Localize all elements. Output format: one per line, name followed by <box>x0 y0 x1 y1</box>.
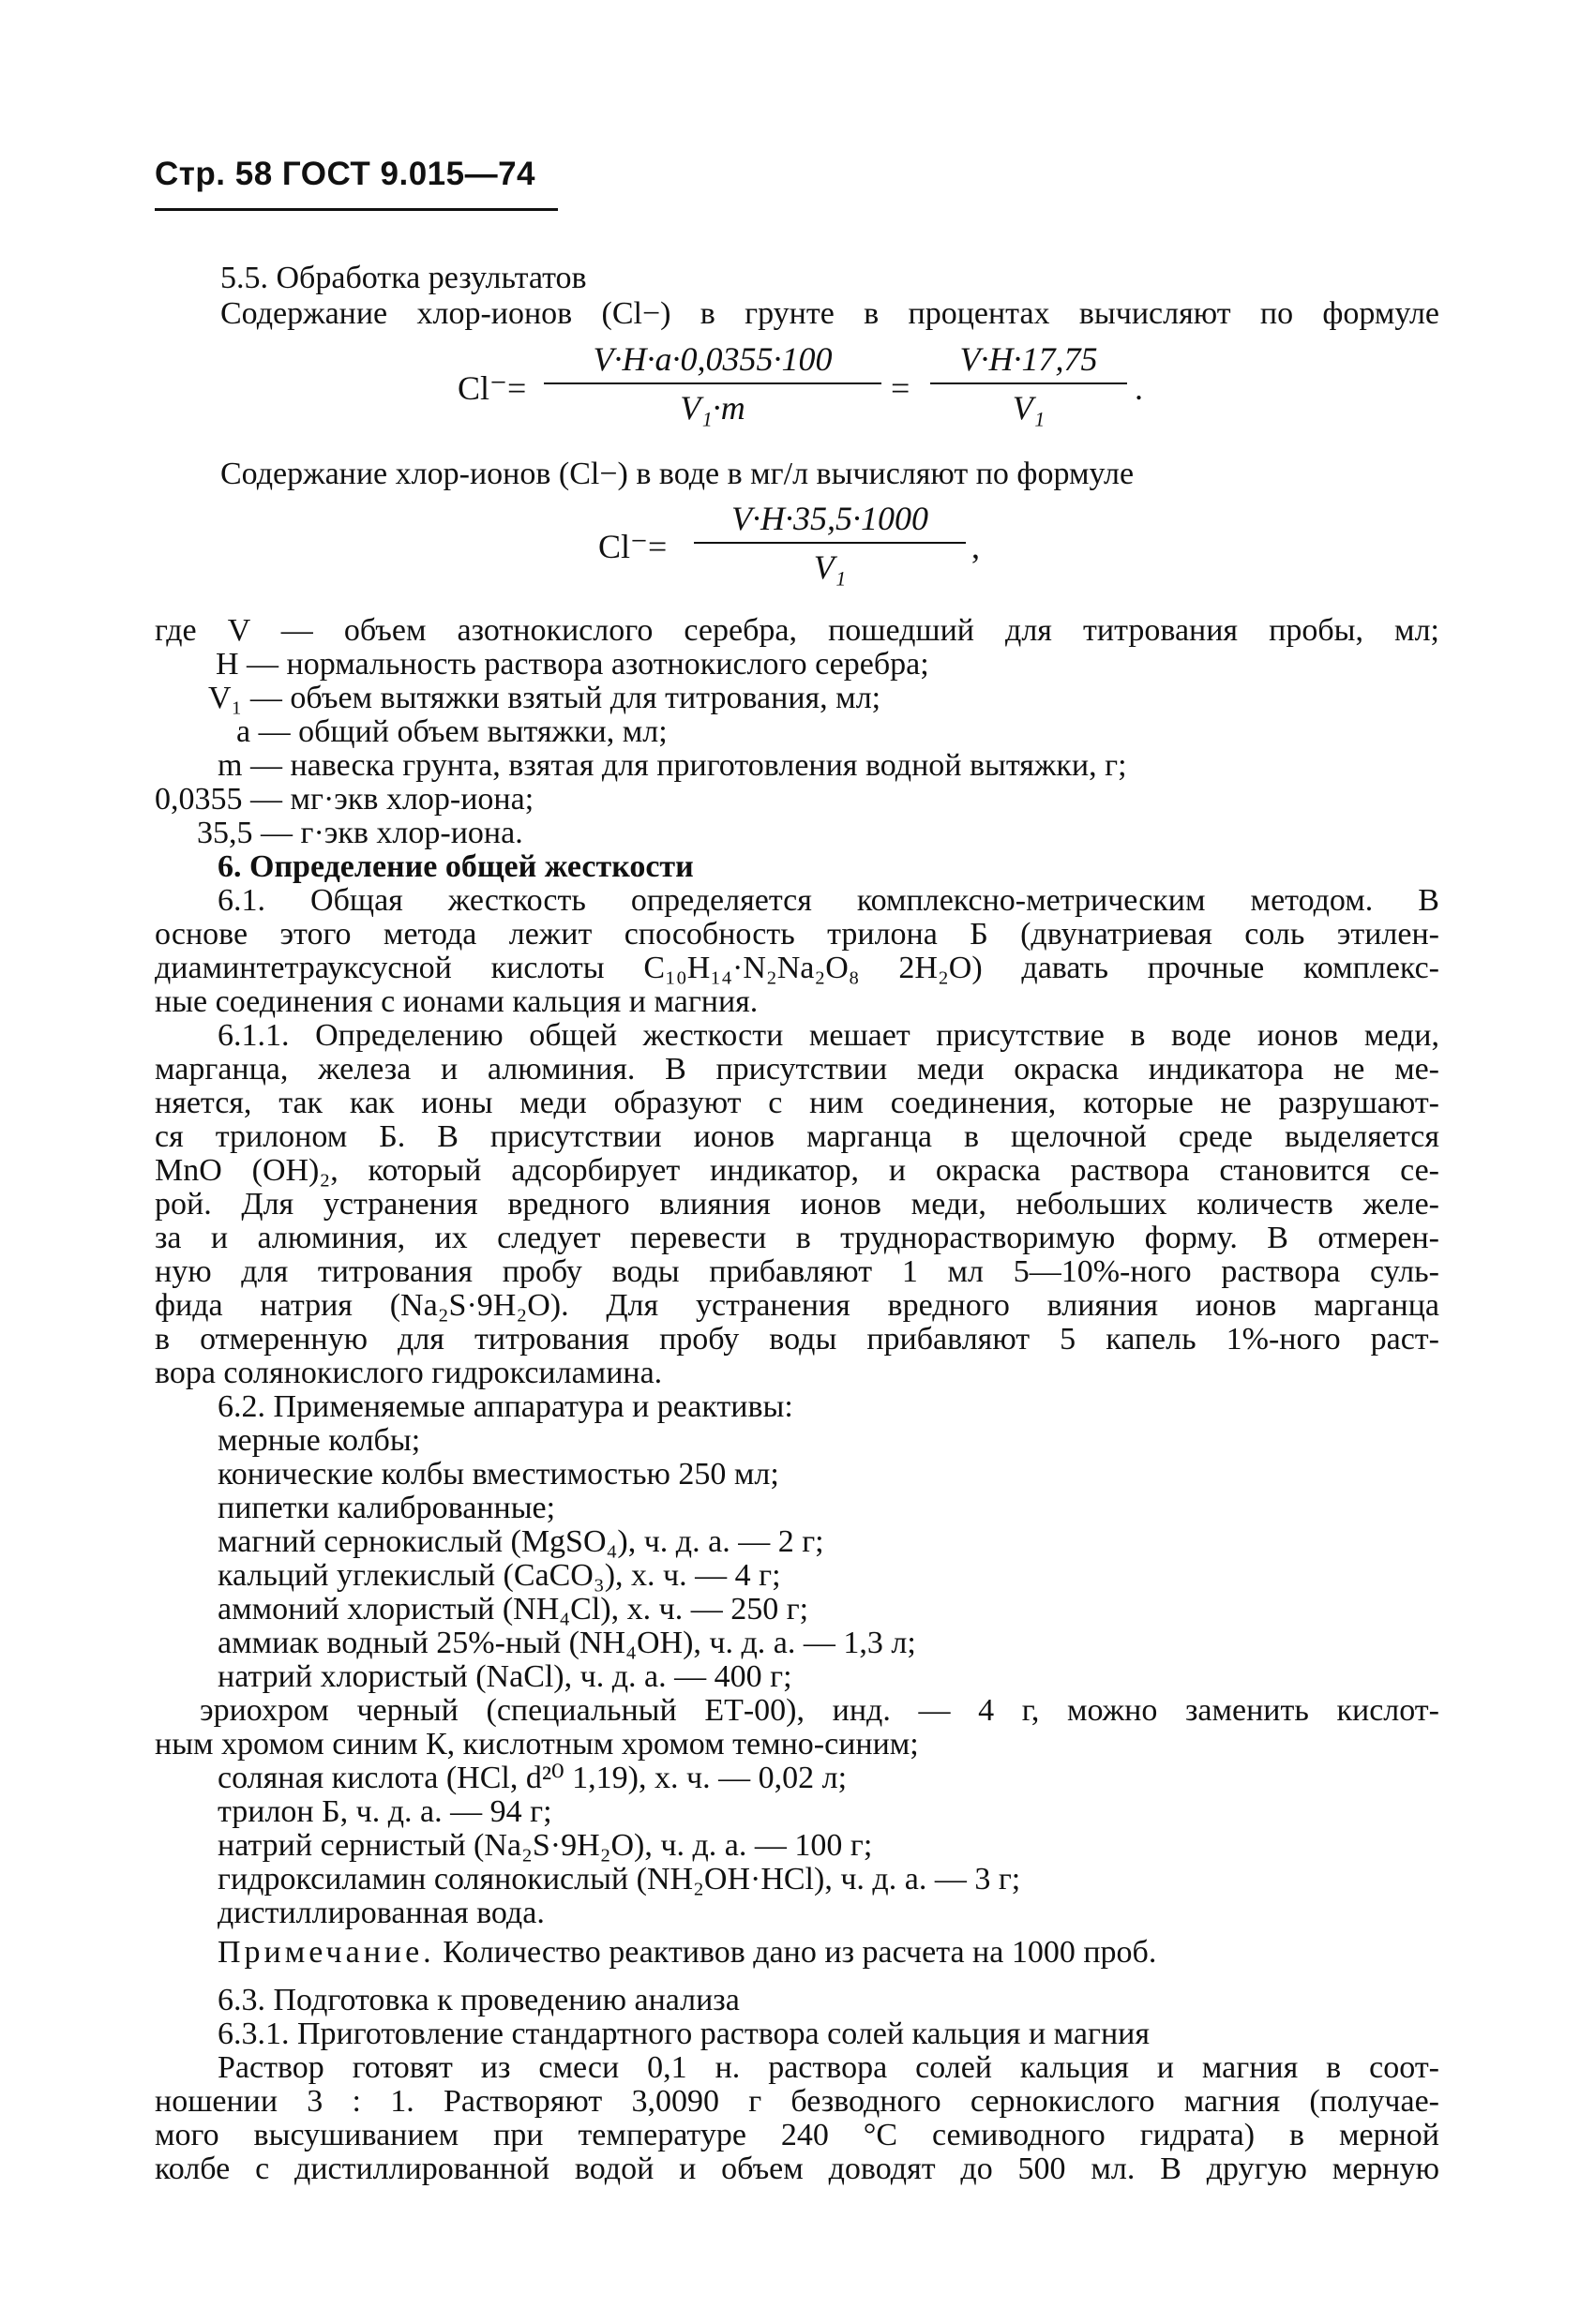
formula2-bar <box>694 542 966 544</box>
reagent-item: дистиллированная вода. <box>218 1896 545 1930</box>
p631-text-line-2: ношении 3 : 1. Растворяют 3,0090 г безводного сернокислого магния (получае- <box>155 2084 1439 2119</box>
p611-line-3: няется, так как ионы меди образуют с ним соединения, которые не разрушают- <box>155 1086 1439 1120</box>
definition-v: где V — объем азотнокислого серебра, пошедший для титрования пробы, мл; <box>155 613 1439 648</box>
reagent-item: конические колбы вместимостью 250 мл; <box>218 1457 779 1492</box>
p61-line-3: диаминтетрауксусной кислоты C₁₀H₁₄·N₂Na₂O₈ 2H₂O) давать прочные комплекс- <box>155 951 1439 985</box>
reagent-item: натрий сернистый (Na₂S·9H₂O), ч. д. а. — 100 г; <box>218 1828 873 1863</box>
formula1-eq: = <box>891 369 910 407</box>
reagent-item: гидроксиламин солянокислый (NH₂OH·HCl), ч. д. а. — 3 г; <box>218 1862 1021 1897</box>
p631-text-line-4: колбе с дистиллированной водой и объем доводят до 500 мл. В другую мерную <box>155 2152 1439 2186</box>
reagent-item: трилон Б, ч. д. а. — 94 г; <box>218 1794 552 1829</box>
section-6-heading: 6. Определение общей жесткости <box>218 849 694 884</box>
formula2-intro: Содержание хлор-ионов (Cl−) в воде в мг/л вычисляют по формуле <box>220 457 1135 491</box>
definition-h: H — нормальность раствора азотнокислого серебра; <box>216 647 929 682</box>
p611-line-6: рой. Для устранения вредного влияния ионов меди, небольших количеств желе- <box>155 1187 1439 1222</box>
reagent-item: натрий хлористый (NaCl), ч. д. а. — 400 г; <box>218 1659 792 1694</box>
formula1-num2: V·H·17,75 <box>959 340 1098 378</box>
p611-line-1: 6.1.1. Определению общей жесткости мешает присутствие в воде ионов меди, <box>218 1018 1439 1053</box>
reagent-item: соляная кислота (HCl, d²⁰ 1,19), х. ч. — 0,02 л; <box>218 1761 848 1795</box>
note-label: Примечание. <box>218 1935 435 1970</box>
p611-line-8: ную для титрования пробу воды прибавляют 1 мл 5—10%-ного раствора суль- <box>155 1254 1439 1289</box>
p63-heading: 6.3. Подготовка к проведению анализа <box>218 1983 740 2017</box>
section-5-5-heading: 5.5. Обработка результатов <box>220 261 587 295</box>
p61-line-1: 6.1. Общая жесткость определяется комплексно-метрическим методом. В <box>218 883 1439 918</box>
reagent-item: пипетки калиброванные; <box>218 1491 556 1525</box>
note-text: Количество реактивов дано из расчета на 1000 проб. <box>443 1935 1157 1970</box>
p611-line-4: ся трилоном Б. В присутствии ионов марганца в щелочной среде выделяется <box>155 1119 1439 1154</box>
formula2-end: , <box>971 528 980 565</box>
formula1-num1: V·H·a·0,0355·100 <box>593 340 833 378</box>
formula1-den2: V₁ <box>1012 389 1046 427</box>
formula1-intro: Содержание хлор-ионов (Cl−) в грунте в процентах вычисляют по формуле <box>220 296 1439 331</box>
reagent-item: аммоний хлористый (NH₄Cl), х. ч. — 250 г; <box>218 1592 809 1627</box>
note <box>218 1934 1156 1972</box>
p631-text-line-3: мого высушиванием при температуре 240 °С семиводного гидрата) в мерной <box>155 2118 1439 2152</box>
p611-line-2: марганца, железа и алюминия. В присутствии меди окраска индикатора не ме- <box>155 1052 1439 1087</box>
definition-v1: V₁ — объем вытяжки взятый для титрования, мл; <box>208 681 881 715</box>
reagent-item: кальций углекислый (CaCO₃), х. ч. — 4 г; <box>218 1558 781 1593</box>
eriochrome-line-2: ным хромом синим К, кислотным хромом темно-синим; <box>155 1727 919 1762</box>
p611-line-11: вора солянокислого гидроксиламина. <box>155 1356 663 1390</box>
p611-line-9: фида натрия (Na₂S·9H₂O). Для устранения вредного влияния ионов марганца <box>155 1288 1439 1323</box>
reagent-item: аммиак водный 25%-ный (NH₄OH), ч. д. а. — 1,3 л; <box>218 1626 916 1660</box>
formula1-lhs: Cl⁻= <box>458 369 527 407</box>
page-header: Стр. 58 ГОСТ 9.015—74 <box>155 156 536 192</box>
reagent-item: магний сернокислый (MgSO₄), ч. д. а. — 2 г; <box>218 1524 824 1559</box>
p631-text-line-1: Раствор готовят из смеси 0,1 н. раствора солей кальция и магния в соот- <box>218 2050 1439 2085</box>
formula1-bar1 <box>544 382 881 384</box>
formula2-den: V₁ <box>813 548 847 586</box>
formula1-end: . <box>1135 369 1143 407</box>
p631-heading: 6.3.1. Приготовление стандартного раствора солей кальция и магния <box>218 2017 1150 2051</box>
p611-line-5: MnO (OH)₂, который адсорбирует индикатор, и окраска раствора становится се- <box>155 1153 1439 1188</box>
formula1-bar2 <box>930 382 1127 384</box>
header-rule <box>155 208 558 211</box>
p61-line-4: ные соединения с ионами кальция и магния. <box>155 984 759 1019</box>
p611-line-7: за и алюминия, их следует перевести в труднорастворимую форму. В отмерен- <box>155 1221 1439 1255</box>
reagent-item: мерные колбы; <box>218 1423 421 1458</box>
formula1-den1: V₁·m <box>680 389 745 427</box>
eriochrome-line-1: эриохром черный (специальный ЕТ-00), инд. — 4 г, можно заменить кислот- <box>200 1693 1439 1728</box>
formula2-lhs: Cl⁻= <box>598 528 668 565</box>
definition-35-5: 35,5 — г·экв хлор-иона. <box>197 816 523 850</box>
p62-heading: 6.2. Применяемые аппаратура и реактивы: <box>218 1389 793 1424</box>
p611-line-10: в отмеренную для титрования пробу воды прибавляют 5 капель 1%-ного раст- <box>155 1322 1439 1357</box>
p61-line-2: основе этого метода лежит способность трилона Б (двунатриевая соль этилен- <box>155 917 1439 952</box>
definition-0-0355: 0,0355 — мг·экв хлор-иона; <box>155 782 534 817</box>
formula2-num: V·H·35,5·1000 <box>731 500 928 537</box>
definition-a: a — общий объем вытяжки, мл; <box>236 714 668 749</box>
definition-m: m — навеска грунта, взятая для приготовления водной вытяжки, г; <box>218 748 1127 783</box>
